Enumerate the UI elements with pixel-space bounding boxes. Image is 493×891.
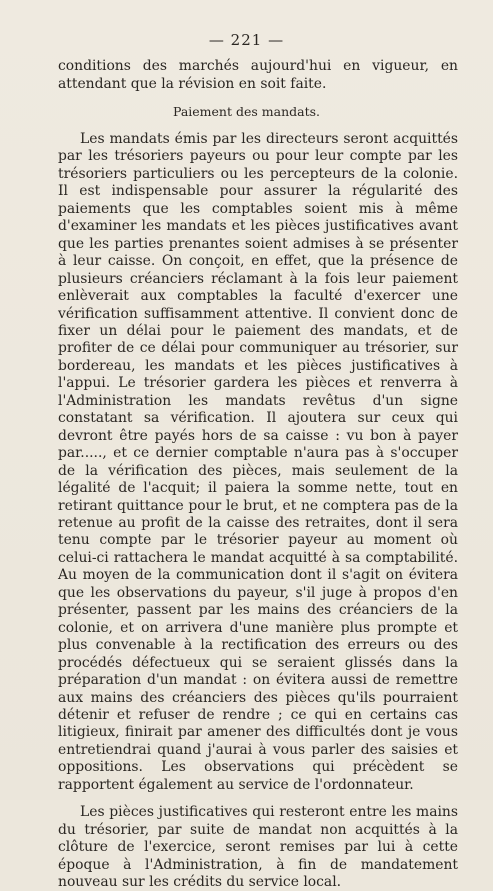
- paragraph-supporting-documents: Les pièces justificatives qui resteront entre les mains du trésorier, par suite de mandat non acquittés à la clôture de l'exercice, seront remises par lui à cette époque à l'Administration, à fin de mandatement nouveau sur les crédits du service local.: [58, 804, 458, 891]
- body-text: [58, 131, 458, 891]
- page-number: — 221 —: [208, 31, 285, 49]
- continuation-paragraph: conditions des marchés aujourd'hui en vigueur, en attendant que la révision en soit faite.: [58, 58, 458, 93]
- paragraph-payment-of-mandates: Les mandats émis par les directeurs seront acquittés par les trésoriers payeurs ou pour leur compte par les trésoriers particuliers ou les percepteurs de la colonie. Il est indispensable pour assurer la régularité des paiements que les comptables soient mis à même d'examiner les mandats et les pièces justificatives avant que les parties prenantes soient admises à se présenter à leur caisse. On conçoit, en effet, que la présence de plusieurs créanciers réclamant à la fois leur paiement enlèverait aux comptables la faculté d'exercer une vérification suffisamment attentive. Il convient donc de fixer un délai pour le paiement des mandats, et de profiter de ce délai pour communiquer au trésorier, sur bordereau, les mandats et les pièces justificatives à l'appui. Le trésorier gardera les pièces et renverra à l'Administration les mandats revêtus d'un signe constatant sa vérification. Il ajoutera sur ceux qui devront être payés hors de sa caisse : vu bon à payer par....., et ce dernier comptable n'aura pas à s'occuper de la vérification des pièces, mais seulement de la légalité de l'acquit; il paiera la somme nette, tout en retirant quittance pour le brut, et ne comptera pas de la retenue au profit de la caisse des retraites, dont il sera tenu compte par le trésorier payeur au moment où celui-ci rattachera le mandat acquitté à sa comptabilité. Au moyen de la communication dont il s'agit on évitera que les observations du payeur, s'il juge à propos d'en présenter, passent par les mains des créanciers de la colonie, et on arrivera d'une manière plus prompte et plus convenable à la rectification des erreurs ou des procédés défectueux qui se seraient glissés dans la préparation d'un mandat : on évitera aussi de remettre aux mains des créanciers des pièces qu'ils pourraient détenir et refuser de rendre ; ce qui en certains cas litigieux, finirait par amener des difficultés dont je vous entretiendrai quand j'aurai à vous parler des saisies et oppositions. Les observations qui précèdent se rapportent également au service de l'ordonnateur.: [58, 131, 458, 793]
- section-heading: Paiement des mandats.: [172, 104, 320, 119]
- continuation-text: [58, 57, 458, 94]
